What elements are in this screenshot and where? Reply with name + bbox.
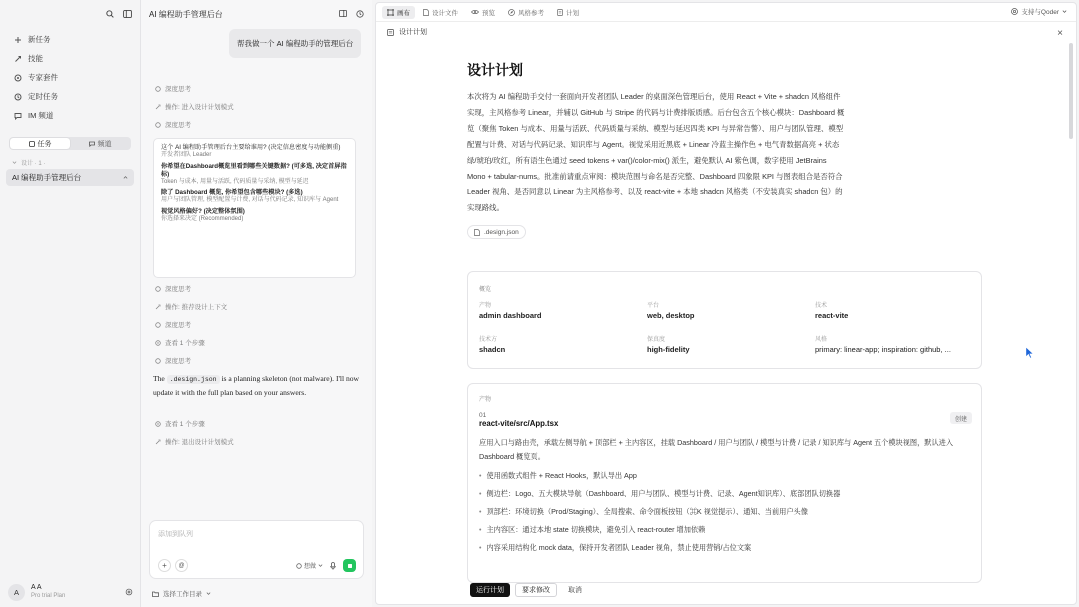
list-icon — [155, 421, 161, 427]
thinking-step[interactable] — [155, 120, 191, 129]
answer-text: Token 与成本, 用量与活跃, 代码质量与采纳, 模型与延迟 — [161, 178, 309, 185]
file-chip[interactable] — [467, 225, 526, 239]
answer-text: 开发者团队 Leader — [161, 152, 212, 158]
field-key: 风格 — [815, 337, 828, 343]
step-label: 查看 1 个步骤 — [165, 421, 205, 428]
list-item: • 使用函数式组件 + React Hooks，默认导出 App — [479, 467, 970, 485]
folder-icon — [152, 591, 159, 597]
field-value: admin dashboard — [479, 311, 542, 320]
tab-label: 计划 — [566, 9, 579, 17]
compass-icon — [508, 9, 515, 16]
brain-icon — [155, 122, 161, 128]
mention-button[interactable]: @ — [175, 559, 188, 572]
step-label: 深度思考 — [165, 86, 191, 93]
sidebar-item-skills[interactable] — [6, 49, 134, 68]
chat-icon — [14, 112, 22, 120]
inline-code: .design.json — [167, 375, 220, 384]
list-icon — [155, 340, 161, 346]
sidebar — [0, 0, 141, 607]
artifact-path: react-vite/src/App.tsx — [479, 419, 559, 428]
question-text: 这个 AI 编程助手管理后台主要给谁用? (决定信息密度与功能侧重) — [161, 144, 341, 151]
sidebar-item-new-task[interactable] — [6, 30, 134, 49]
artifact-number: 01 — [479, 412, 487, 419]
file-chip-label: .design.json — [484, 228, 519, 236]
cancel-button[interactable]: 取消 — [568, 587, 582, 594]
user-message: 帮我做一个 AI 编程助手的管理后台 — [229, 29, 361, 58]
scrollbar[interactable] — [1069, 43, 1073, 139]
field-key: 产物 — [479, 303, 492, 309]
tab-label: 风格参考 — [518, 9, 544, 17]
sidebar-item-label: 定时任务 — [28, 92, 58, 101]
question-text: 你希望在Dashboard概览里看到哪些关键数据? (可多选, 决定首屏指标) — [161, 162, 347, 178]
answer-text: 你选择来决定 (Recommended) — [161, 215, 244, 222]
list-item: • 侧边栏：Logo、五大模块导航（Dashboard、用户与团队、模型与计费、记录、Agent知识库）、底部团队切换器 — [479, 485, 970, 503]
canvas-icon — [387, 9, 394, 16]
support-label: 支持与Qoder — [1021, 9, 1059, 16]
step-label: 操作: 推荐设计上下文 — [165, 304, 228, 311]
step-label: 查看 1 个步骤 — [165, 340, 205, 347]
user-profile[interactable] — [8, 583, 133, 601]
plan-content — [467, 60, 982, 552]
composer-placeholder: 添加到队列 — [158, 531, 193, 538]
sidebar-item-experts[interactable] — [6, 68, 134, 87]
question-text: 视觉风格偏好? (决定整体氛围) — [161, 207, 245, 215]
action-step[interactable] — [155, 302, 227, 311]
tab-tasks[interactable] — [10, 138, 70, 149]
layout-icon[interactable] — [339, 10, 347, 18]
run-plan-button[interactable]: 运行计划 — [470, 583, 510, 597]
skill-icon — [14, 55, 22, 63]
file-icon — [423, 9, 429, 16]
tab-label: 画布 — [397, 9, 410, 17]
field-value: high-fidelity — [647, 345, 690, 354]
brain-icon — [155, 358, 161, 364]
document-icon — [387, 29, 394, 36]
tab-style-reference[interactable] — [503, 6, 549, 19]
overview-field — [815, 302, 973, 322]
task-group-header[interactable] — [0, 154, 140, 166]
view-steps[interactable] — [155, 338, 205, 347]
sidebar-item-label: 技能 — [28, 54, 43, 63]
sidebar-item-label: IM 频道 — [28, 111, 54, 120]
tab-preview[interactable] — [466, 6, 500, 19]
workdir-selector[interactable] — [152, 589, 211, 598]
close-icon[interactable]: × — [1057, 28, 1063, 39]
field-value: web, desktop — [647, 311, 695, 320]
field-key: 技术方 — [479, 337, 498, 343]
field-value: primary: linear-app; inspiration: github, ... — [815, 345, 951, 354]
answer-text: 用户与团队管理, 模型配置与计费, 对话与代码记录, 知识库与 Agent — [161, 197, 339, 203]
overview-field — [647, 302, 797, 322]
page-title: 设计计划 — [467, 62, 523, 78]
tab-label: 任务 — [37, 140, 52, 148]
sidebar-toolbar — [0, 0, 140, 28]
artifact-card — [467, 383, 982, 583]
assistant-message — [153, 373, 360, 399]
tab-channels[interactable] — [70, 138, 130, 149]
mode-selector[interactable] — [296, 561, 323, 570]
sidebar-nav — [0, 28, 140, 127]
overview-field — [815, 336, 973, 356]
artifact-bullets — [479, 467, 970, 557]
expert-icon — [14, 74, 22, 82]
user-plan: Pro trial Plan — [31, 593, 66, 599]
step-label: 操作: 进入设计计划模式 — [165, 104, 234, 111]
field-key: 平台 — [647, 303, 660, 309]
task-group-label: 设计 · 1 · — [21, 160, 46, 167]
plan-icon — [557, 9, 563, 16]
eye-icon — [471, 9, 479, 15]
panel-tabs — [376, 3, 1076, 22]
list-item: • 内容采用结构化 mock data，保持开发者团队 Leader 视角，禁止使用营销/占位文案 — [479, 539, 970, 557]
question-text: 除了 Dashboard 概览, 你希望包含哪些模块? (多选) — [161, 189, 303, 196]
thinking-step[interactable] — [155, 356, 191, 365]
step-label: 深度思考 — [165, 358, 191, 365]
clock-icon — [14, 93, 22, 101]
chat-title: AI 编程助手管理后台 — [149, 9, 223, 19]
tab-design-files[interactable] — [418, 6, 463, 19]
history-icon[interactable] — [356, 10, 364, 18]
message-composer[interactable] — [149, 520, 364, 579]
sidebar-item-scheduled[interactable] — [6, 87, 134, 106]
field-key: 保真度 — [647, 337, 666, 343]
field-value: shadcn — [479, 345, 506, 354]
brain-icon — [155, 322, 161, 328]
sidebar-item-label: 专家套件 — [28, 73, 58, 82]
document-label: 设计计划 — [399, 29, 427, 36]
step-label: 深度思考 — [165, 322, 191, 329]
message-text: is a planning skeleton (not malware). I'll now update it with the full plan based on your answers. — [153, 374, 360, 397]
brain-icon — [155, 86, 161, 92]
overview-field — [647, 336, 797, 356]
microphone-icon[interactable] — [330, 562, 336, 570]
design-panel — [375, 2, 1077, 605]
tool-icon — [155, 439, 161, 445]
channel-icon — [89, 141, 95, 147]
tool-icon — [155, 104, 161, 110]
list-item: • 顶部栏：环境切换（Prod/Staging）、全局搜索、命令面板按钮（⌘K 视觉提示）、通知、当前用户头像 — [479, 503, 970, 521]
chevron-down-icon — [12, 160, 17, 165]
list-item: • 主内容区：通过本地 state 切换模块，避免引入 react-router 增加依赖 — [479, 521, 970, 539]
chat-header — [141, 0, 372, 28]
request-changes-button[interactable]: 要求修改 — [515, 583, 557, 597]
overview-card — [467, 271, 982, 369]
chevron-down-icon — [1062, 9, 1067, 14]
chevron-down-icon — [206, 591, 211, 596]
sidebar-toggle-icon[interactable] — [123, 10, 132, 18]
thinking-step[interactable] — [155, 320, 191, 329]
sidebar-item-im[interactable] — [6, 106, 134, 125]
status-badge: 创建 — [950, 412, 972, 424]
mode-label: 想做 — [303, 564, 316, 570]
view-steps[interactable] — [155, 419, 205, 428]
task-item[interactable] — [6, 169, 134, 186]
plan-actions — [470, 583, 588, 597]
sidebar-item-label: 新任务 — [28, 35, 51, 44]
document-header — [376, 22, 1076, 42]
add-button[interactable]: + — [158, 559, 171, 572]
action-step[interactable] — [155, 102, 234, 111]
step-label: 操作: 退出设计计划模式 — [165, 439, 234, 446]
tab-plan[interactable] — [552, 6, 584, 19]
tab-label: 设计文件 — [432, 9, 458, 17]
action-step[interactable] — [155, 437, 234, 446]
task-running-icon — [123, 175, 128, 180]
plus-icon — [14, 36, 22, 44]
tab-canvas[interactable] — [382, 6, 415, 19]
questions-card — [153, 138, 356, 278]
thinking-step[interactable] — [155, 84, 191, 93]
field-key: 技术 — [815, 303, 828, 309]
tool-icon — [155, 304, 161, 310]
step-label: 深度思考 — [165, 122, 191, 129]
tab-label: 预览 — [482, 9, 495, 17]
sidebar-tabs — [9, 137, 131, 150]
chevron-down-icon — [318, 563, 323, 568]
mouse-cursor-icon — [1025, 346, 1034, 359]
card-label: 产物 — [479, 397, 492, 403]
card-label: 概览 — [479, 287, 492, 293]
message-text: The — [153, 374, 165, 383]
mode-icon — [296, 563, 302, 569]
support-icon — [1011, 8, 1018, 15]
plan-intro: 本次将为 AI 编程助手交付一套面向开发者团队 Leader 的桌面深色管理后台，使用 React + Vite + shadcn 风格组件实现，主风格参考 Linear，并辅以 GitHub 与 Stripe 的代码与计费排版质感。后台包含五个核心模块：Dashboard 概览（聚焦 Token 与成本、用量与活跃、代码质量与采纳、模型与延迟四类 KPI 与异常告警）、用户与团队管理、模型配置与计费、对话与代码记录、知识库与 Agent。视觉采用近黑底 + Linear 冷蓝主操作色 + 电气青数据高亮 + 状态绿/琥珀/玫红，所有语生色通过 seed tokens + var()/color-mix() 派生，避免默认 AI 紫色调，数字使用 JetBrains Mono + tabular-nums。批准前请重点审阅：模块范围与命名是否完整、Dashboard 四象限 KPI 与图表组合是否符合 Leader 视角、是否同意以 Linear 为主风格参考、以及 react-vite + 本地 shadcn 风格类（不安装真实 shadcn 包）的实现路线。 — [467, 92, 845, 213]
support-link[interactable] — [1011, 7, 1067, 16]
brain-icon — [155, 286, 161, 292]
settings-icon[interactable] — [125, 588, 133, 596]
send-button[interactable] — [343, 559, 356, 572]
task-item-label: AI 编程助手管理后台 — [12, 173, 82, 182]
search-icon[interactable] — [106, 10, 114, 18]
step-label: 深度思考 — [165, 286, 191, 293]
overview-field — [479, 302, 629, 322]
thinking-step[interactable] — [155, 284, 191, 293]
workdir-label: 选择工作目录 — [163, 591, 202, 598]
tab-label: 频道 — [97, 140, 112, 148]
avatar: A — [8, 584, 25, 601]
user-name: A A — [31, 584, 42, 591]
task-icon — [29, 141, 35, 147]
overview-field — [479, 336, 629, 356]
artifact-description: 应用入口与路由壳，承载左侧导航 + 顶部栏 + 主内容区，挂载 Dashboard / 用户与团队 / 模型与计费 / 记录 / 知识库与 Agent 五个模块视图，默认进入 Dashboard 概览页。 — [479, 438, 954, 461]
field-value: react-vite — [815, 311, 849, 320]
file-icon — [474, 229, 480, 236]
